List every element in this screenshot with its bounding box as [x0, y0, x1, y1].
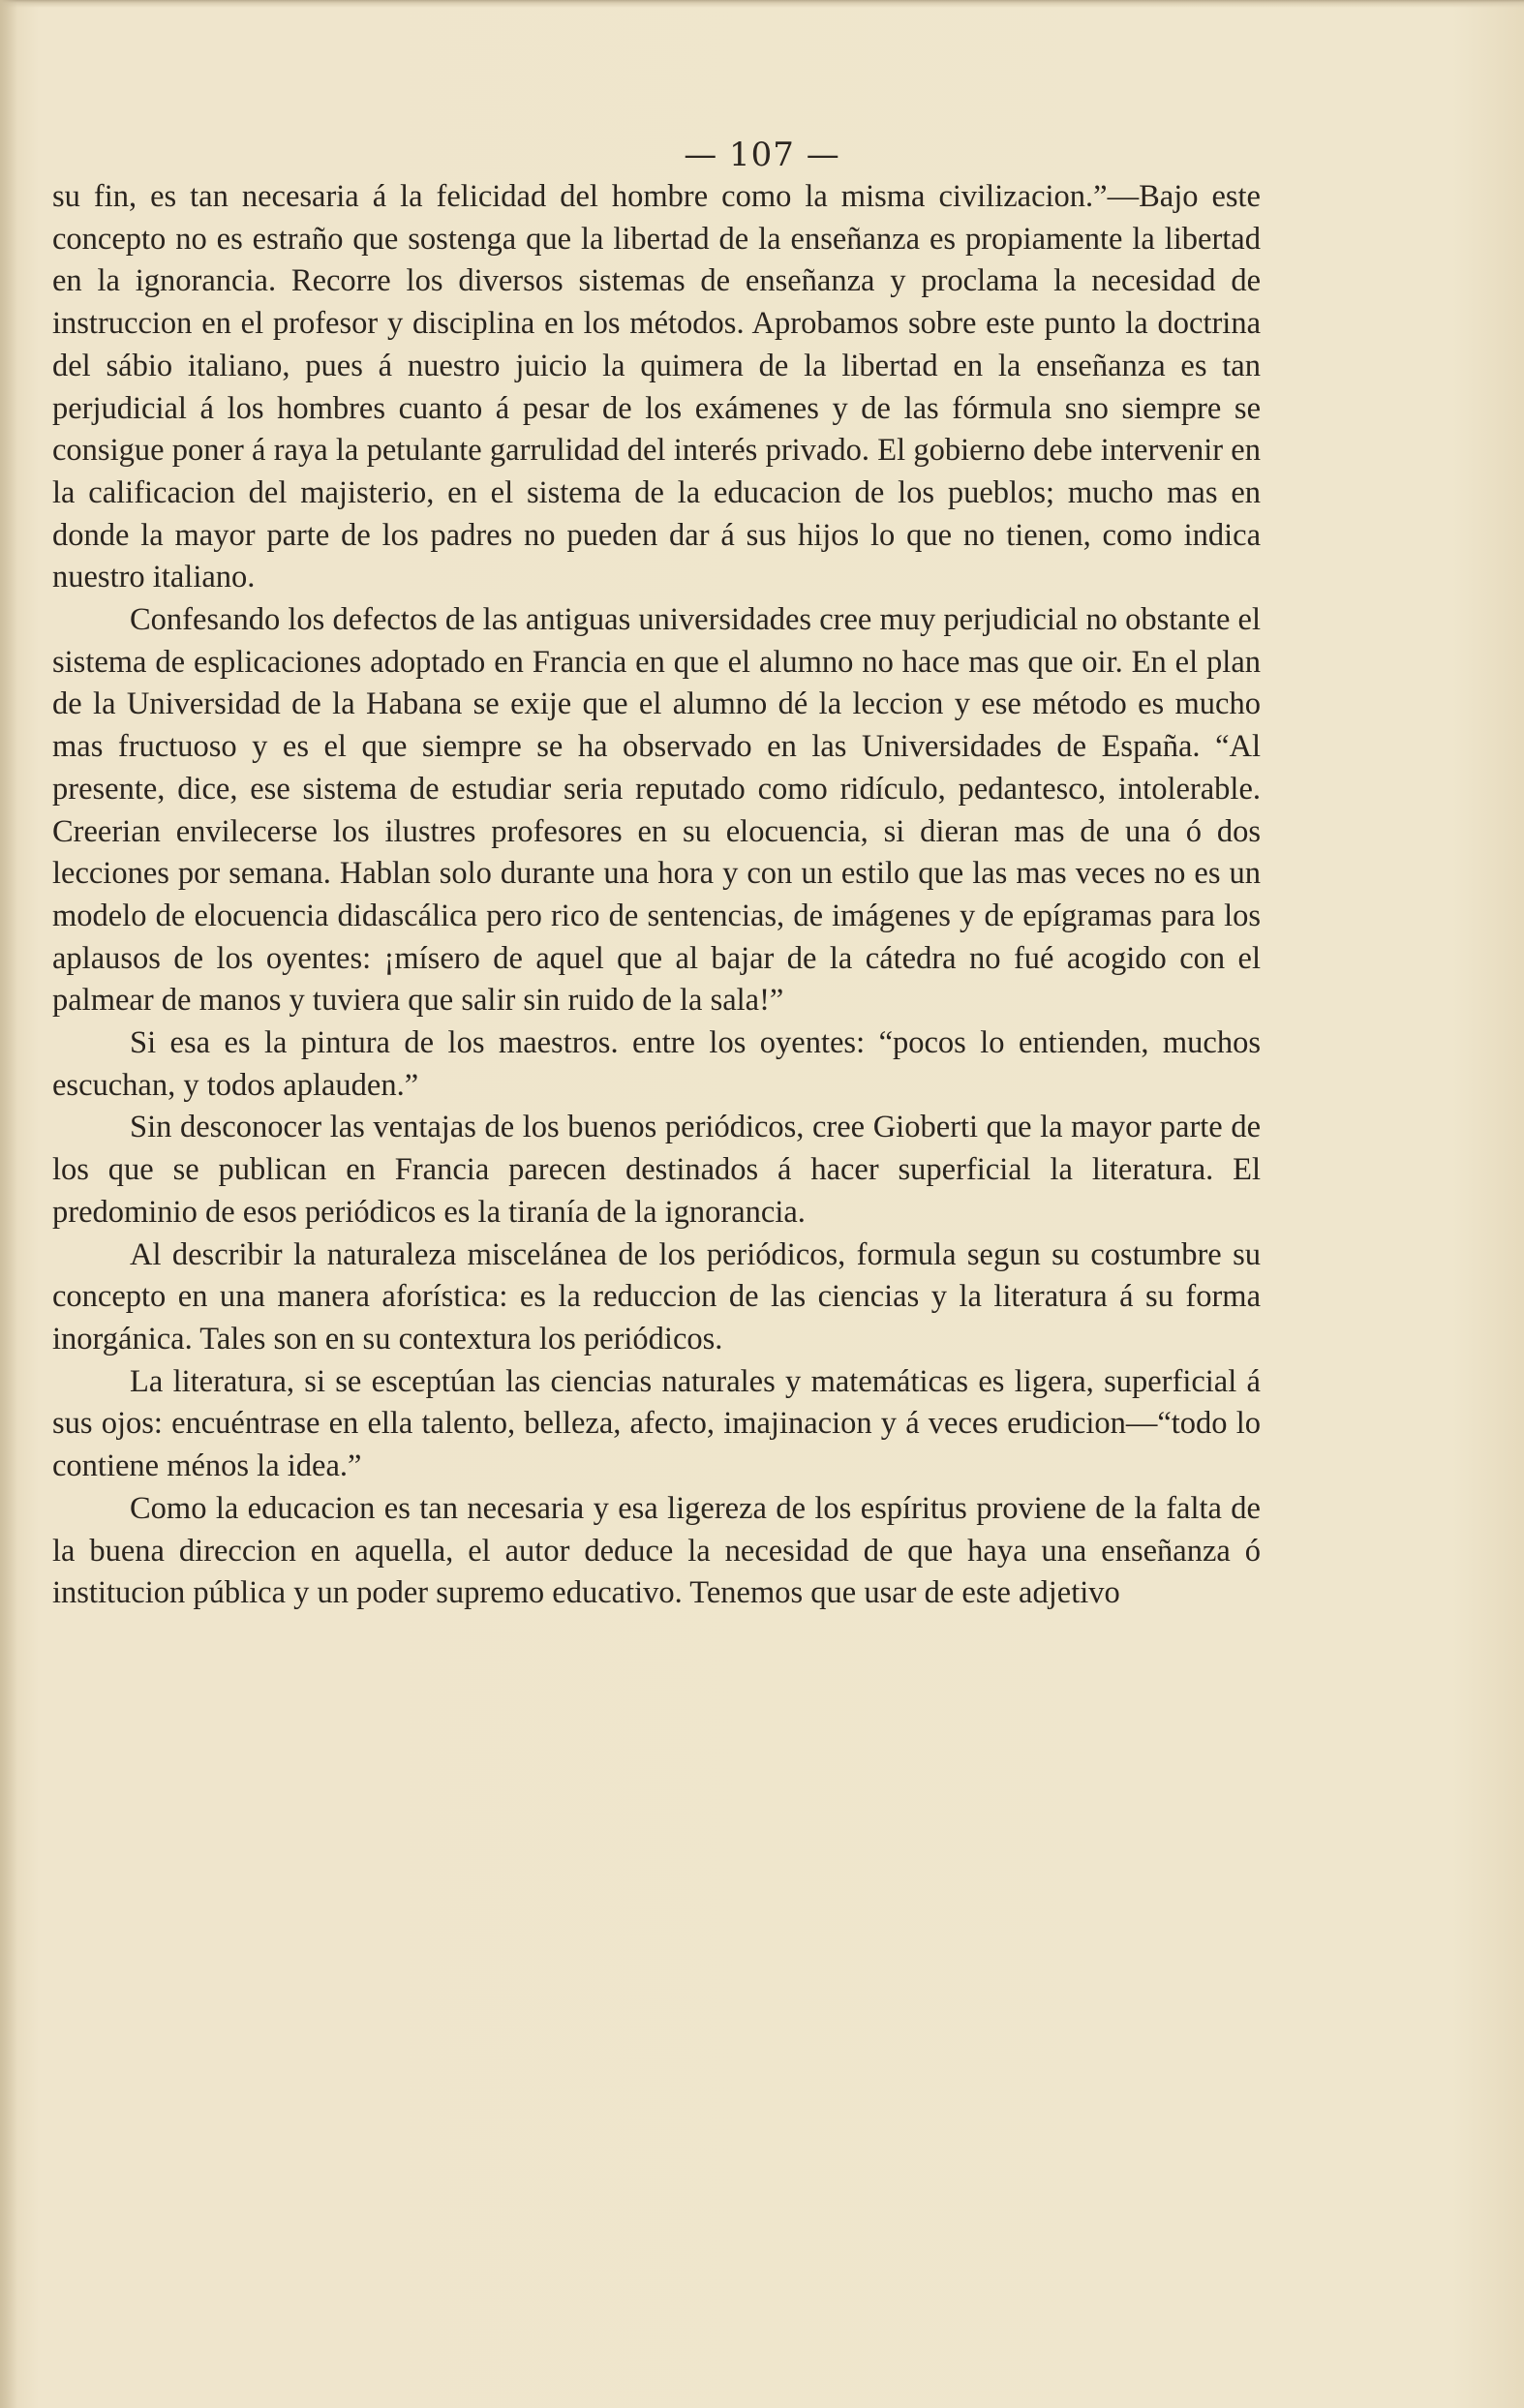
page-binding-shadow — [0, 0, 17, 2408]
body-text — [52, 176, 1261, 1615]
paragraph: Confesando los defectos de las antiguas universidades cree muy perjudicial no obstante el sistema de esplicaciones adoptado en Francia en que el alumno no hace mas que oir. En el plan de la Universidad de la Habana se exije que el alumno dé la leccion y ese método es mucho mas fructuoso y es el que siempre se ha observado en las Universidades de España. “Al presente, dice, ese sistema de estudiar seria reputado como ridículo, pedantesco, intolerable. Creerian envilecerse los ilustres profesores en su elocuencia, si dieran mas de una ó dos lecciones por semana. Hablan solo durante una hora y con un estilo que las mas veces no es un modelo de elocuencia didascálica pero rico de sentencias, de imágenes y de epígramas para los aplausos de los oyentes: ¡mísero de aquel que al bajar de la cátedra no fué acogido con el palmear de manos y tuviera que salir sin ruido de la sala!” — [52, 602, 1261, 1019]
paragraph: La literatura, si se esceptúan las ciencias naturales y matemáticas es ligera, superficial á sus ojos: encuéntrase en ella talento, belleza, afecto, imajinacion y á veces erudicion—“todo lo contiene ménos la idea.” — [52, 1363, 1261, 1484]
paragraph: Sin desconocer las ventajas de los buenos periódicos, cree Gioberti que la mayor parte de los que se publican en Francia parecen destinados á hacer superficial la literatura. El predominio de esos periódicos es la tiranía de la ignorancia. — [52, 1110, 1261, 1230]
paragraph: su fin, es tan necesaria á la felicidad del hombre como la misma civilizacion.”—Bajo este concepto no es estraño que sostenga que la libertad de la enseñanza es propiamente la libertad en la ignorancia. Recorre los diversos sistemas de enseñanza y proclama la necesidad de instruccion en el profesor y disciplina en los métodos. Aprobamos sobre este punto la doctrina del sábio italiano, pues á nuestro juicio la quimera de la libertad en la enseñanza es tan perjudicial á los hombres cuanto á pesar de los exámenes y de las fórmula sno siempre se consigue poner á raya la petulante garrulidad del interés privado. El gobierno debe intervenir en la calificacion del majisterio, en el sistema de la educacion de los pueblos; mucho mas en donde la mayor parte de los padres no pueden dar á sus hijos lo que no tienen, como indica nuestro italiano. — [52, 179, 1261, 595]
paragraph: Como la educacion es tan necesaria y esa ligereza de los espíritus proviene de la falta de la buena direccion en aquella, el autor deduce la necesidad de que haya una enseñanza ó institucion pública y un poder supremo educativo. Tenemos que usar de este adjetivo — [52, 1490, 1261, 1611]
page-top-edge — [0, 0, 1524, 8]
page-number: — 107 — — [684, 136, 840, 174]
paragraph: Si esa es la pintura de los maestros. entre los oyentes: “pocos lo entienden, muchos escuchan, y todos aplauden.” — [52, 1025, 1261, 1103]
paragraph: Al describir la naturaleza miscelánea de los periódicos, formula segun su costumbre su concepto en una manera aforística: es la reduccion de las ciencias y la literatura á su forma inorgánica. Tales son en su contextura los periódicos. — [52, 1236, 1261, 1356]
